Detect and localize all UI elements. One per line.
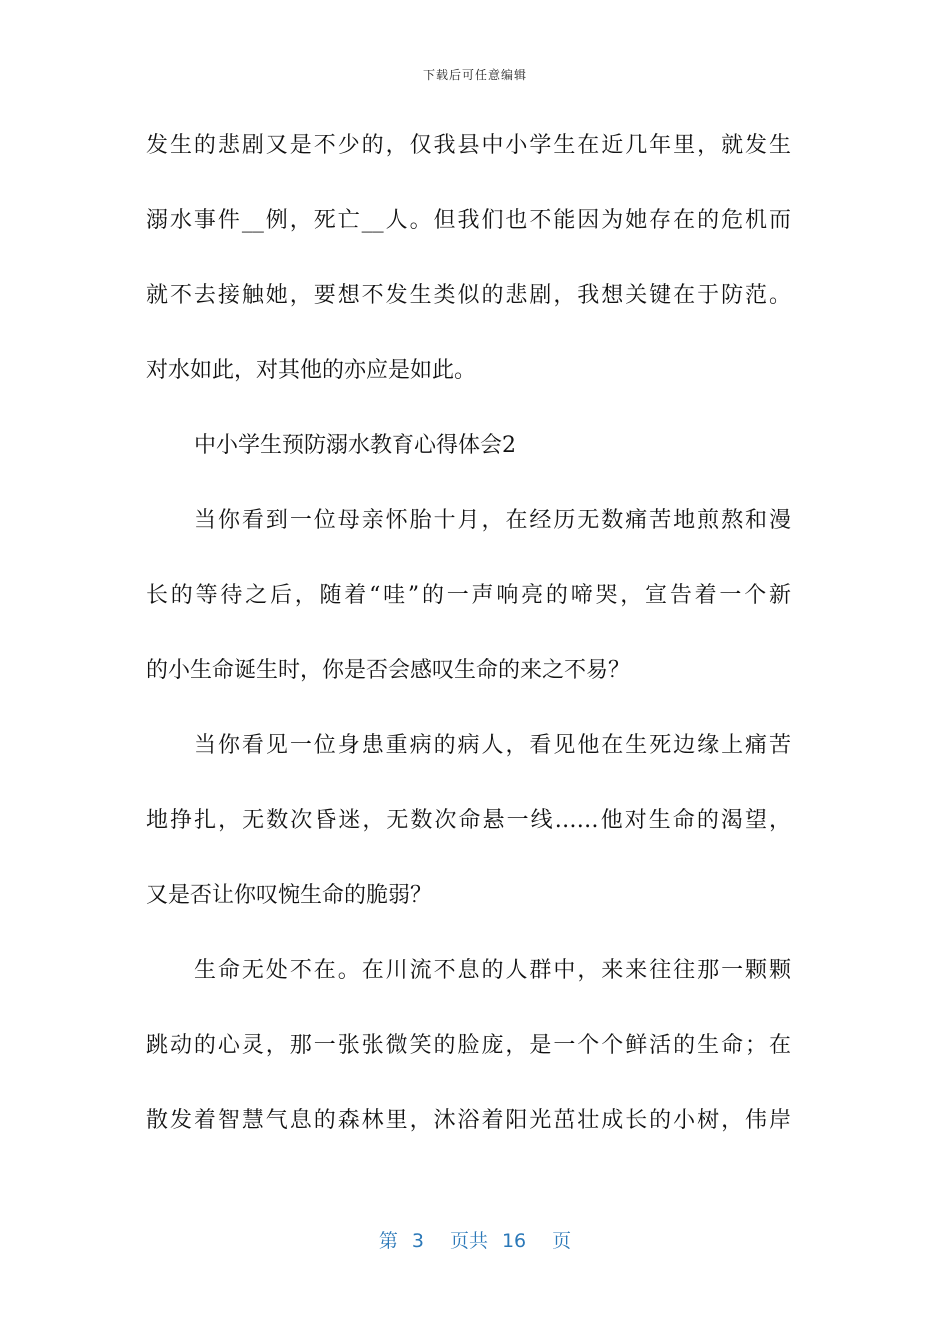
text-line: 溺水事件__例，死亡__人。但我们也不能因为她存在的危机而 [146, 208, 791, 233]
text-line: 长的等待之后，随着“哇”的一声响亮的啼哭，宣告着一个新 [146, 583, 791, 608]
page-header: 下载后可任意编辑 [422, 68, 527, 82]
current-page-number: 3 [411, 1230, 424, 1252]
text-line: 对水如此，对其他的亦应是如此。 [146, 358, 477, 383]
text-line: 就不去接触她，要想不发生类似的悲剧，我想关键在于防范。 [146, 283, 791, 308]
text-line: 当你看见一位身患重病的病人，看见他在生死边缘上痛苦 [194, 733, 791, 758]
text-line: 生命无处不在。在川流不息的人群中，来来往往那一颗颗 [194, 958, 791, 983]
section-heading: 中小学生预防溺水教育心得体会2 [194, 433, 516, 458]
page-label-suffix: 页 [552, 1230, 572, 1252]
page-footer [0, 1226, 950, 1253]
page-label-prefix: 第 [378, 1230, 398, 1252]
page-label-middle: 页共 [449, 1230, 488, 1252]
text-line: 跳动的心灵，那一张张微笑的脸庞，是一个个鲜活的生命；在 [146, 1033, 791, 1058]
text-line: 当你看到一位母亲怀胎十月，在经历无数痛苦地煎熬和漫 [194, 508, 791, 533]
text-line: 地挣扎，无数次昏迷，无数次命悬一线……他对生命的渴望， [146, 808, 791, 833]
text-line: 又是否让你叹惋生命的脆弱？ [146, 883, 433, 908]
text-line: 的小生命诞生时，你是否会感叹生命的来之不易？ [146, 658, 631, 683]
text-line: 发生的悲剧又是不少的，仅我县中小学生在近几年里，就发生 [146, 133, 791, 158]
text-line: 散发着智慧气息的森林里，沐浴着阳光茁壮成长的小树，伟岸 [146, 1108, 791, 1133]
total-pages-number: 16 [501, 1230, 527, 1252]
